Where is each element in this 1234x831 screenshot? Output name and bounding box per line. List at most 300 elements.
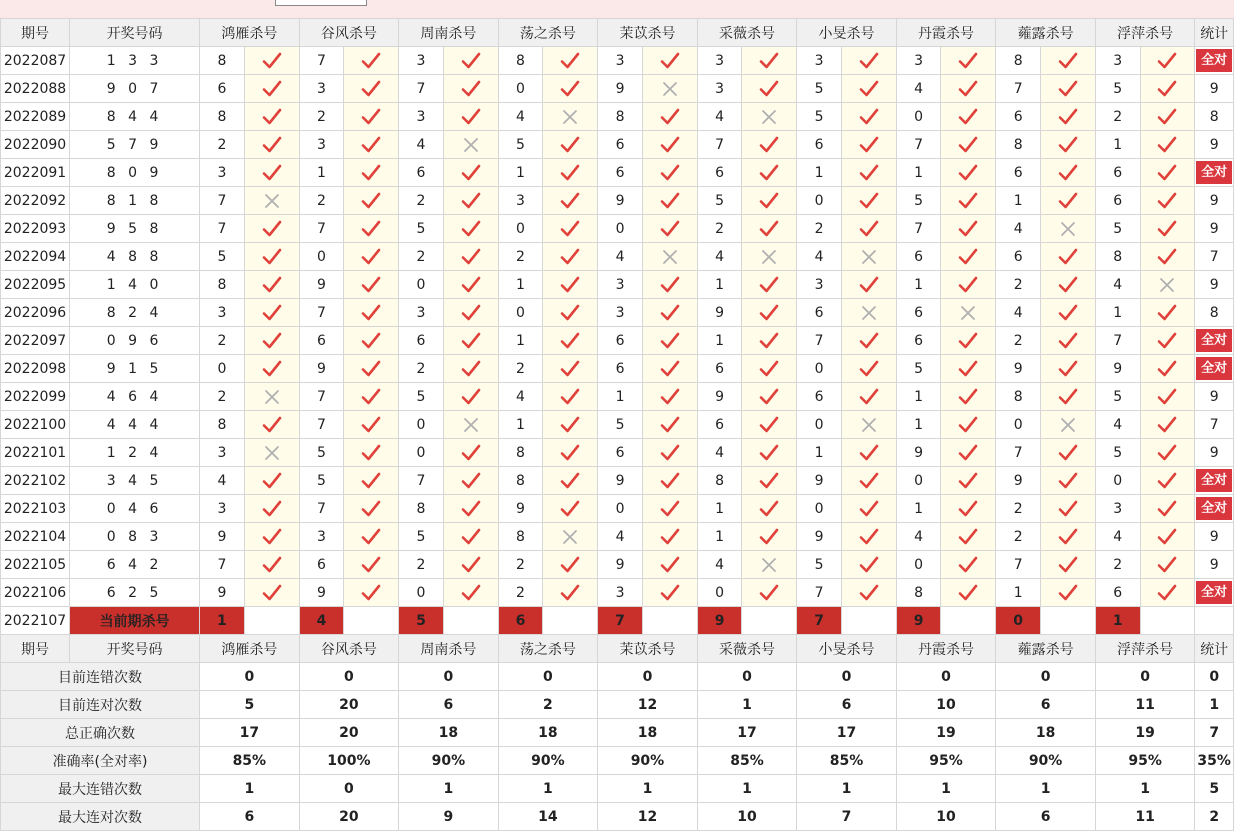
check-icon: [444, 79, 498, 99]
result-check-cell: [1140, 103, 1195, 131]
result-check-cell: [941, 551, 996, 579]
check-icon: [245, 583, 299, 603]
kill-number-cell: 2: [697, 215, 742, 243]
cross-icon: [543, 108, 597, 126]
result-check-cell: [443, 383, 498, 411]
check-icon: [245, 471, 299, 491]
kill-number-cell: 6: [1095, 187, 1140, 215]
check-icon: [1041, 107, 1095, 127]
stat-cell: 9: [1195, 187, 1234, 215]
kill-number-cell: 2: [996, 523, 1041, 551]
check-icon: [344, 499, 398, 519]
result-check-cell: [1041, 579, 1096, 607]
kill-number-cell: 3: [598, 271, 643, 299]
result-check-cell: [941, 75, 996, 103]
kill-number-cell: 8: [996, 383, 1041, 411]
kill-number-cell: 7: [896, 215, 941, 243]
header-column-5: 茉苡杀号: [598, 635, 698, 663]
result-check-cell: [443, 439, 498, 467]
result-check-cell: [443, 327, 498, 355]
kill-number-cell: 4: [996, 299, 1041, 327]
kill-number-cell: 9: [697, 299, 742, 327]
check-icon: [543, 163, 597, 183]
stats-value: 6: [996, 691, 1096, 719]
result-check-cell: [642, 579, 697, 607]
kill-number-cell: 3: [299, 523, 344, 551]
result-cross-cell: [244, 383, 299, 411]
kill-number-cell: 2: [996, 271, 1041, 299]
result-check-cell: [1041, 75, 1096, 103]
result-check-cell: [1140, 215, 1195, 243]
kill-number-cell: 5: [399, 523, 444, 551]
kill-number-cell: 1: [896, 383, 941, 411]
result-check-cell: [742, 467, 797, 495]
kill-number-cell: 2: [399, 187, 444, 215]
check-icon: [543, 303, 597, 323]
kill-number-cell: 4: [896, 523, 941, 551]
check-icon: [643, 527, 697, 547]
result-check-cell: [543, 355, 598, 383]
result-check-cell: [543, 131, 598, 159]
result-check-cell: [244, 47, 299, 75]
check-icon: [941, 331, 995, 351]
table-row: [1, 495, 1234, 523]
stats-value: 0: [996, 663, 1096, 691]
result-check-cell: [344, 187, 399, 215]
check-icon: [1141, 555, 1195, 575]
check-icon: [543, 219, 597, 239]
period-cell: 2022104: [1, 523, 70, 551]
stat-cell: 9: [1195, 551, 1234, 579]
result-check-cell: [941, 383, 996, 411]
result-check-cell: [742, 495, 797, 523]
stat-cell: 8: [1195, 103, 1234, 131]
result-check-cell: [344, 579, 399, 607]
result-check-cell: [1140, 523, 1195, 551]
kill-number-cell: 6: [598, 131, 643, 159]
check-icon: [543, 135, 597, 155]
result-check-cell: [344, 75, 399, 103]
check-icon: [643, 219, 697, 239]
kill-number-cell: 6: [598, 159, 643, 187]
check-icon: [543, 555, 597, 575]
check-icon: [842, 275, 896, 295]
kill-number-cell: 3: [200, 159, 245, 187]
kill-number-cell: 1: [1095, 131, 1140, 159]
result-check-cell: [742, 215, 797, 243]
stats-value: 20: [299, 691, 399, 719]
result-check-cell: [543, 383, 598, 411]
check-icon: [941, 51, 995, 71]
stats-value: 18: [996, 719, 1096, 747]
check-icon: [245, 499, 299, 519]
period-cell: 2022098: [1, 355, 70, 383]
check-icon: [245, 135, 299, 155]
stats-value: 6: [797, 691, 897, 719]
check-icon: [543, 51, 597, 71]
check-icon: [842, 387, 896, 407]
kill-number-cell: 4: [200, 467, 245, 495]
kill-number-cell: 5: [797, 551, 842, 579]
stats-value: 10: [896, 691, 996, 719]
check-icon: [444, 583, 498, 603]
result-check-cell: [543, 411, 598, 439]
check-icon: [344, 107, 398, 127]
stats-row: [1, 663, 1234, 691]
table-row: [1, 355, 1234, 383]
result-check-cell: [543, 579, 598, 607]
kill-number-cell: 5: [299, 439, 344, 467]
table-row: [1, 579, 1234, 607]
result-check-cell: [941, 159, 996, 187]
kill-number-cell: 9: [896, 439, 941, 467]
kill-number-cell: 9: [1095, 355, 1140, 383]
result-check-cell: [642, 271, 697, 299]
kill-number-cell: 3: [697, 47, 742, 75]
result-check-cell: [344, 327, 399, 355]
result-check-cell: [344, 355, 399, 383]
kill-number-cell: 1: [697, 327, 742, 355]
kill-number-cell: 1: [797, 159, 842, 187]
cross-icon: [245, 444, 299, 462]
result-check-cell: [244, 243, 299, 271]
kill-number-cell: 4: [598, 243, 643, 271]
kill-number-cell: 0: [896, 467, 941, 495]
check-icon: [344, 275, 398, 295]
header-period: 期号: [1, 19, 70, 47]
table-row: [1, 327, 1234, 355]
check-icon: [543, 499, 597, 519]
draw-number-cell: 8 2 4: [70, 299, 200, 327]
kill-number-cell: 0: [797, 355, 842, 383]
kill-number-cell: 1: [996, 579, 1041, 607]
result-check-cell: [1140, 495, 1195, 523]
stats-total: 7: [1195, 719, 1234, 747]
kill-number-cell: 1: [896, 495, 941, 523]
result-check-cell: [941, 579, 996, 607]
kill-number-cell: 3: [797, 47, 842, 75]
kill-number-cell: 8: [498, 439, 543, 467]
kill-number-cell: 2: [797, 215, 842, 243]
table-row: [1, 47, 1234, 75]
draw-number-cell: 6 4 2: [70, 551, 200, 579]
result-check-cell: [642, 551, 697, 579]
cross-icon: [245, 192, 299, 210]
kill-number-cell: 7: [1095, 327, 1140, 355]
check-icon: [245, 79, 299, 99]
current-kill-number: 4: [299, 607, 344, 635]
check-icon: [1141, 443, 1195, 463]
check-icon: [643, 555, 697, 575]
kill-number-cell: 7: [299, 215, 344, 243]
all-correct-badge: 全对: [1196, 329, 1232, 352]
result-check-cell: [1140, 579, 1195, 607]
stats-value: 17: [697, 719, 797, 747]
stats-value: 0: [498, 663, 598, 691]
kill-number-cell: 4: [697, 243, 742, 271]
kill-number-cell: 7: [399, 467, 444, 495]
kill-number-cell: 0: [200, 355, 245, 383]
stats-value: 20: [299, 803, 399, 831]
period-cell: 2022094: [1, 243, 70, 271]
kill-number-cell: 5: [797, 75, 842, 103]
stats-value: 1: [697, 775, 797, 803]
check-icon: [543, 247, 597, 267]
check-icon: [344, 303, 398, 323]
table-row: [1, 299, 1234, 327]
kill-number-cell: 8: [200, 47, 245, 75]
result-check-cell: [1140, 327, 1195, 355]
result-check-cell: [841, 159, 896, 187]
check-icon: [1141, 135, 1195, 155]
stats-value: 19: [896, 719, 996, 747]
stat-cell: 9: [1195, 75, 1234, 103]
check-icon: [643, 583, 697, 603]
stats-value: 0: [896, 663, 996, 691]
header-column-4: 荡之杀号: [498, 635, 598, 663]
result-check-cell: [1140, 131, 1195, 159]
kill-number-cell: 2: [299, 187, 344, 215]
kill-number-cell: 3: [399, 47, 444, 75]
kill-number-cell: 0: [797, 495, 842, 523]
result-cross-cell: [742, 243, 797, 271]
kill-number-cell: 9: [200, 579, 245, 607]
result-check-cell: [642, 439, 697, 467]
result-cross-cell: [742, 551, 797, 579]
stats-total: 1: [1195, 691, 1234, 719]
result-check-cell: [841, 187, 896, 215]
table-row: [1, 467, 1234, 495]
check-icon: [941, 135, 995, 155]
stats-value: 90%: [996, 747, 1096, 775]
stats-value: 17: [797, 719, 897, 747]
check-icon: [742, 415, 796, 435]
stats-value: 5: [200, 691, 300, 719]
check-icon: [742, 135, 796, 155]
kill-number-cell: 7: [896, 131, 941, 159]
header-column-5: 茉苡杀号: [598, 19, 698, 47]
draw-number-cell: 4 4 4: [70, 411, 200, 439]
result-cross-cell: [543, 103, 598, 131]
stats-value: 12: [598, 803, 698, 831]
result-check-cell: [1140, 439, 1195, 467]
result-check-cell: [1041, 271, 1096, 299]
kill-number-cell: 2: [1095, 551, 1140, 579]
result-check-cell: [443, 271, 498, 299]
top-header-row: [1, 19, 1234, 47]
kill-number-cell: 6: [598, 355, 643, 383]
result-check-cell: [244, 467, 299, 495]
stats-value: 0: [797, 663, 897, 691]
result-check-cell: [841, 271, 896, 299]
result-check-cell: [344, 271, 399, 299]
stats-label: 最大连错次数: [1, 775, 200, 803]
stats-value: 20: [299, 719, 399, 747]
cross-icon: [543, 528, 597, 546]
draw-number-cell: 4 6 4: [70, 383, 200, 411]
kill-number-cell: 5: [1095, 75, 1140, 103]
kill-number-cell: 7: [299, 495, 344, 523]
header-column-9: 蕹露杀号: [996, 19, 1096, 47]
result-check-cell: [1041, 103, 1096, 131]
stats-value: 12: [598, 691, 698, 719]
kill-number-cell: 8: [498, 523, 543, 551]
stats-value: 6: [996, 803, 1096, 831]
result-check-cell: [941, 271, 996, 299]
kill-number-cell: 5: [399, 215, 444, 243]
table-row: [1, 439, 1234, 467]
draw-number-cell: 9 1 5: [70, 355, 200, 383]
kill-number-cell: 2: [498, 551, 543, 579]
kill-number-cell: 4: [896, 75, 941, 103]
cross-icon: [842, 248, 896, 266]
result-check-cell: [642, 215, 697, 243]
result-check-cell: [543, 159, 598, 187]
result-check-cell: [941, 131, 996, 159]
check-icon: [842, 79, 896, 99]
current-kill-number: 6: [498, 607, 543, 635]
result-check-cell: [1140, 383, 1195, 411]
kill-number-cell: 9: [797, 467, 842, 495]
kill-number-cell: 6: [200, 75, 245, 103]
kill-number-cell: 1: [797, 439, 842, 467]
result-check-cell: [543, 215, 598, 243]
stat-cell: 9: [1195, 383, 1234, 411]
period-cell: 2022092: [1, 187, 70, 215]
stats-value: 90%: [399, 747, 499, 775]
stats-value: 17: [200, 719, 300, 747]
check-icon: [1141, 415, 1195, 435]
result-check-cell: [1140, 467, 1195, 495]
kill-number-cell: 6: [697, 355, 742, 383]
table-row: [1, 75, 1234, 103]
check-icon: [1041, 191, 1095, 211]
kill-number-cell: 4: [996, 215, 1041, 243]
kill-number-cell: 5: [598, 411, 643, 439]
kill-number-cell: 0: [797, 411, 842, 439]
period-select[interactable]: [275, 0, 367, 6]
check-icon: [1041, 387, 1095, 407]
check-icon: [941, 247, 995, 267]
result-check-cell: [1140, 187, 1195, 215]
stats-value: 0: [299, 775, 399, 803]
result-check-cell: [1041, 439, 1096, 467]
kill-number-cell: 6: [896, 299, 941, 327]
stats-value: 1: [797, 775, 897, 803]
stats-value: 1: [399, 775, 499, 803]
stat-cell: [1195, 327, 1234, 355]
period-cell: 2022093: [1, 215, 70, 243]
cross-icon: [742, 108, 796, 126]
result-check-cell: [742, 75, 797, 103]
kill-number-cell: 6: [697, 411, 742, 439]
check-icon: [1041, 163, 1095, 183]
check-icon: [643, 499, 697, 519]
result-check-cell: [941, 411, 996, 439]
period-cell: 2022090: [1, 131, 70, 159]
result-check-cell: [543, 467, 598, 495]
stats-value: 7: [797, 803, 897, 831]
check-icon: [444, 275, 498, 295]
stats-value: 6: [200, 803, 300, 831]
check-icon: [245, 219, 299, 239]
check-icon: [842, 471, 896, 491]
result-check-cell: [642, 467, 697, 495]
kill-number-cell: 2: [200, 327, 245, 355]
check-icon: [444, 443, 498, 463]
period-cell: 2022105: [1, 551, 70, 579]
current-kill-number: 1: [200, 607, 245, 635]
check-icon: [1141, 107, 1195, 127]
draw-number-cell: 5 7 9: [70, 131, 200, 159]
kill-number-cell: 6: [896, 243, 941, 271]
result-check-cell: [443, 159, 498, 187]
check-icon: [1141, 583, 1195, 603]
kill-number-cell: 2: [200, 383, 245, 411]
kill-number-cell: 1: [896, 271, 941, 299]
kill-number-cell: 5: [1095, 439, 1140, 467]
stat-cell: [1195, 579, 1234, 607]
kill-number-cell: 0: [797, 187, 842, 215]
kill-number-cell: 3: [200, 299, 245, 327]
check-icon: [344, 471, 398, 491]
stats-row: [1, 691, 1234, 719]
kill-number-cell: 6: [1095, 159, 1140, 187]
check-icon: [1141, 359, 1195, 379]
check-icon: [643, 359, 697, 379]
check-icon: [941, 107, 995, 127]
current-kill-blank: [841, 607, 896, 635]
stat-cell: [1195, 355, 1234, 383]
check-icon: [1141, 219, 1195, 239]
result-check-cell: [1041, 355, 1096, 383]
kill-number-cell: 8: [996, 47, 1041, 75]
draw-number-cell: 1 4 0: [70, 271, 200, 299]
check-icon: [245, 107, 299, 127]
kill-number-cell: 7: [996, 439, 1041, 467]
check-icon: [1141, 499, 1195, 519]
cross-icon: [1041, 416, 1095, 434]
result-check-cell: [742, 383, 797, 411]
kill-number-cell: 6: [299, 551, 344, 579]
check-icon: [1041, 275, 1095, 295]
result-check-cell: [244, 103, 299, 131]
result-check-cell: [443, 187, 498, 215]
check-icon: [941, 387, 995, 407]
stats-value: 18: [598, 719, 698, 747]
result-check-cell: [344, 131, 399, 159]
check-icon: [643, 415, 697, 435]
table-row: [1, 131, 1234, 159]
check-icon: [444, 471, 498, 491]
result-check-cell: [841, 467, 896, 495]
draw-number-cell: 3 4 5: [70, 467, 200, 495]
result-check-cell: [543, 187, 598, 215]
result-check-cell: [244, 551, 299, 579]
kill-number-cell: 5: [399, 383, 444, 411]
draw-number-cell: 8 1 8: [70, 187, 200, 215]
kill-number-cell: 6: [299, 327, 344, 355]
check-icon: [245, 303, 299, 323]
result-cross-cell: [1140, 271, 1195, 299]
result-check-cell: [543, 439, 598, 467]
draw-number-cell: 8 4 4: [70, 103, 200, 131]
stat-cell: 9: [1195, 271, 1234, 299]
kill-number-cell: 6: [996, 159, 1041, 187]
kill-number-cell: 9: [598, 551, 643, 579]
kill-number-cell: 2: [996, 327, 1041, 355]
check-icon: [643, 135, 697, 155]
